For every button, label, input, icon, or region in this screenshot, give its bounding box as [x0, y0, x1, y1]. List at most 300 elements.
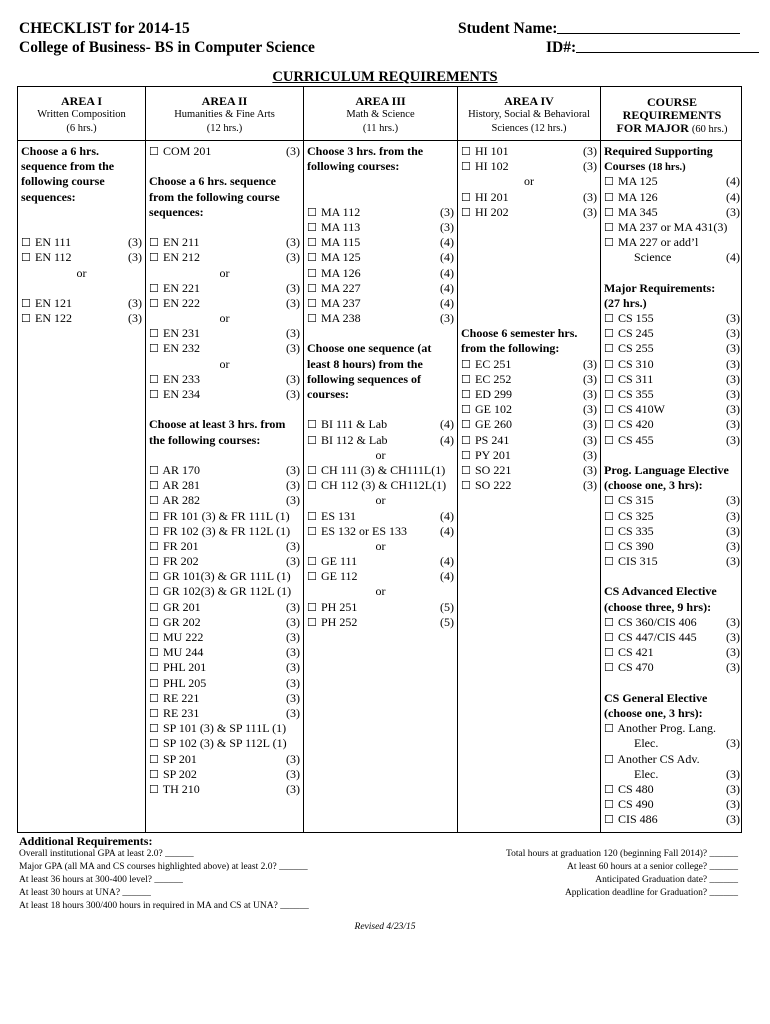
checkbox[interactable]: ☐ — [149, 556, 159, 569]
checkbox[interactable]: ☐ — [307, 206, 317, 219]
course-code: Another Prog. Lang. — [617, 721, 716, 736]
student-info — [458, 19, 759, 57]
area-3-body — [307, 144, 454, 630]
course-hours: (3) — [286, 781, 300, 796]
checkbox[interactable]: ☐ — [604, 525, 614, 538]
course-hours: (3) — [583, 432, 597, 447]
checkbox[interactable]: ☐ — [604, 495, 614, 508]
checkbox[interactable]: ☐ — [149, 783, 159, 796]
course-item — [604, 387, 740, 402]
course-code: AR 170 — [162, 462, 201, 477]
course-hours: (3) — [286, 326, 300, 341]
additional-requirements-right — [506, 848, 738, 900]
area-2-body — [149, 144, 300, 797]
requirement-line: Major GPA (all MA and CS courses highlighted above) at least 2.0? ______ — [19, 862, 308, 872]
area-1-instruction: Choose a 6 hrs. — [21, 144, 100, 158]
spacer — [307, 402, 454, 417]
checkbox[interactable]: ☐ — [604, 373, 614, 386]
checkbox[interactable]: ☐ — [307, 221, 317, 234]
revised-date: Revised 4/23/15 — [354, 922, 416, 932]
spacer — [461, 250, 597, 265]
course-item — [307, 220, 454, 235]
course-code: Elec. — [634, 736, 659, 751]
course-item — [149, 509, 300, 524]
course-hours: (3) — [583, 462, 597, 477]
checkbox[interactable]: ☐ — [21, 237, 31, 250]
course-hours: (4) — [440, 554, 454, 569]
course-hours: (4) — [440, 250, 454, 265]
checkbox[interactable]: ☐ — [604, 647, 614, 660]
course-item — [604, 174, 740, 189]
document-title — [19, 19, 315, 57]
spacer — [149, 448, 300, 463]
area-3-instruction: least 8 hours) from the — [307, 356, 423, 371]
spacer — [149, 220, 300, 235]
course-item — [604, 235, 740, 250]
course-hours: (5) — [440, 599, 454, 614]
course-hours: (3) — [440, 311, 454, 326]
course-code: CS 155 — [618, 311, 654, 326]
course-item — [604, 721, 740, 736]
checkbox[interactable]: ☐ — [149, 252, 159, 265]
course-code: MA 113 — [321, 219, 361, 234]
course-hours: (3) — [286, 478, 300, 493]
course-code: GR 102(3) & GR 112L (1) — [163, 584, 292, 599]
course-code: PHL 205 — [163, 675, 207, 690]
checkbox[interactable]: ☐ — [307, 464, 317, 477]
course-code: GR 202 — [163, 614, 201, 629]
course-item — [461, 417, 597, 432]
course-item — [604, 524, 740, 539]
checkbox[interactable]: ☐ — [307, 237, 317, 250]
course-item — [149, 341, 300, 356]
course-item — [604, 630, 740, 645]
course-item — [604, 341, 740, 356]
course-item — [604, 660, 740, 675]
course-code: BI 112 & Lab — [321, 432, 388, 447]
checkbox[interactable]: ☐ — [461, 358, 471, 371]
checkbox[interactable]: ☐ — [604, 328, 614, 341]
checkbox[interactable]: ☐ — [307, 601, 317, 614]
checkbox[interactable]: ☐ — [604, 389, 614, 401]
checkbox[interactable]: ☐ — [149, 647, 159, 660]
checkbox[interactable]: ☐ — [461, 480, 471, 493]
checkbox[interactable]: ☐ — [604, 632, 614, 644]
checkbox[interactable]: ☐ — [149, 237, 159, 250]
checkbox[interactable]: ☐ — [461, 191, 471, 204]
checkbox[interactable]: ☐ — [307, 434, 317, 447]
course-code: EN 121 — [35, 295, 72, 310]
checkbox[interactable]: ☐ — [604, 176, 614, 189]
course-code: Elec. — [634, 766, 659, 781]
course-hours: (3) — [726, 660, 740, 675]
course-hours: (3) — [286, 614, 300, 629]
course-hours: (4) — [440, 508, 454, 523]
checkbox[interactable]: ☐ — [149, 495, 159, 508]
course-item — [604, 402, 740, 417]
course-code: CS 245 — [618, 326, 654, 341]
course-code: EN 211 — [163, 235, 200, 250]
course-code: CH 111 (3) & CH111L(1) — [321, 462, 446, 477]
or-separator: or — [524, 174, 534, 189]
checkbox[interactable]: ☐ — [307, 282, 317, 295]
checkbox[interactable]: ☐ — [149, 692, 159, 705]
area-3-subtitle: Math & Science — [346, 109, 415, 120]
checkbox[interactable]: ☐ — [604, 191, 614, 204]
course-code: ES 131 — [321, 508, 357, 523]
course-hours: (3) — [726, 341, 740, 356]
course-hours: (3) — [286, 295, 300, 310]
course-hours: (3) — [726, 554, 740, 569]
course-item — [149, 752, 300, 767]
checkbox[interactable]: ☐ — [604, 419, 614, 432]
checkbox[interactable]: ☐ — [149, 632, 159, 644]
course-item — [149, 569, 300, 584]
checkbox[interactable]: ☐ — [307, 419, 317, 432]
gen-elective-sub: (choose one, 3 hrs): — [604, 705, 703, 720]
course-item — [461, 478, 597, 493]
course-code: PH 252 — [321, 614, 358, 629]
spacer — [461, 311, 597, 326]
course-code: AR 282 — [162, 493, 201, 508]
checkbox[interactable]: ☐ — [307, 510, 317, 523]
course-item — [149, 478, 300, 493]
spacer — [604, 266, 740, 281]
course-item — [604, 645, 740, 660]
course-code: GE 112 — [321, 569, 358, 584]
course-item — [604, 205, 740, 220]
area-2-hours: (12 hrs.) — [206, 122, 243, 134]
checkbox[interactable]: ☐ — [149, 586, 159, 599]
checkbox[interactable]: ☐ — [149, 723, 159, 736]
checkbox[interactable]: ☐ — [604, 358, 614, 371]
checkbox[interactable]: ☐ — [461, 404, 471, 417]
course-hours: (4) — [726, 189, 740, 204]
major-requirements-title: Major Requirements: — [604, 280, 716, 295]
checkbox[interactable]: ☐ — [149, 282, 159, 295]
prog-elective-title: Prog. Language Elective — [604, 462, 729, 477]
course-item — [21, 311, 142, 326]
course-item — [307, 509, 454, 524]
checkbox[interactable]: ☐ — [604, 343, 614, 356]
requirement-line: At least 18 hours 300/400 hours in required in MA and CS at UNA? ______ — [19, 901, 309, 911]
checkbox[interactable]: ☐ — [307, 297, 317, 310]
checkbox[interactable]: ☐ — [149, 525, 159, 538]
checkbox[interactable]: ☐ — [604, 662, 614, 675]
course-item — [307, 463, 454, 478]
course-code: CS 447/CIS 445 — [618, 630, 697, 644]
id-field[interactable] — [576, 38, 759, 53]
course-item-continued — [604, 250, 740, 265]
area-3-instruction: Choose one sequence (at — [307, 341, 432, 356]
course-hours: (3) — [286, 766, 300, 781]
checkbox[interactable]: ☐ — [461, 206, 471, 219]
curriculum-table — [17, 86, 742, 833]
course-code: PY 201 — [475, 447, 511, 462]
course-hours: (3) — [286, 630, 300, 644]
or-separator: or — [375, 584, 386, 599]
checkbox[interactable]: ☐ — [307, 616, 317, 629]
checkbox[interactable]: ☐ — [604, 753, 614, 766]
checkbox[interactable]: ☐ — [604, 221, 614, 234]
course-item — [604, 615, 740, 630]
area-4-hours: Sciences (12 hrs.) — [491, 122, 567, 134]
checkbox[interactable]: ☐ — [149, 480, 159, 493]
checkbox[interactable]: ☐ — [149, 373, 159, 386]
checkbox[interactable]: ☐ — [21, 297, 31, 310]
course-hours: (3) — [726, 538, 740, 553]
course-code: RE 221 — [163, 690, 200, 705]
checkbox[interactable]: ☐ — [461, 389, 471, 401]
course-item — [21, 296, 142, 311]
checkbox[interactable]: ☐ — [604, 799, 614, 812]
course-code: EC 251 — [475, 356, 512, 371]
checkbox[interactable]: ☐ — [149, 464, 159, 477]
course-hours: (3) — [726, 326, 740, 341]
course-hours: (3) — [726, 432, 740, 447]
checkbox[interactable]: ☐ — [307, 525, 317, 538]
checkbox[interactable]: ☐ — [604, 616, 614, 629]
course-code: CS 360/CIS 406 — [618, 614, 697, 629]
checkbox[interactable]: ☐ — [461, 419, 471, 432]
curriculum-title: CURRICULUM REQUIREMENTS — [272, 69, 498, 85]
course-code: EC 252 — [475, 371, 512, 386]
checkbox[interactable]: ☐ — [149, 707, 159, 720]
supporting-title-2 — [604, 159, 740, 174]
checkbox[interactable]: ☐ — [149, 738, 159, 751]
checkbox[interactable]: ☐ — [307, 571, 317, 584]
or-separator: or — [76, 265, 87, 280]
area-3-title: AREA III — [355, 94, 406, 108]
area-3-header — [304, 95, 457, 135]
course-item — [149, 645, 300, 660]
checkbox[interactable]: ☐ — [149, 146, 159, 158]
course-code: MA 237 or MA 431(3) — [618, 219, 728, 234]
additional-requirements — [19, 834, 309, 913]
course-item — [149, 691, 300, 706]
checkbox[interactable]: ☐ — [461, 146, 471, 158]
course-code: CS 325 — [618, 508, 654, 523]
course-code: MA 112 — [321, 204, 361, 219]
checkbox[interactable]: ☐ — [604, 404, 614, 417]
checkbox[interactable]: ☐ — [461, 161, 471, 174]
area-3-instruction: courses: — [307, 387, 349, 401]
course-code: SO 222 — [475, 478, 512, 493]
checkbox[interactable]: ☐ — [307, 480, 317, 493]
course-item-continued — [604, 736, 740, 751]
course-item — [461, 144, 597, 159]
course-item — [149, 767, 300, 782]
additional-title: Additional Requirements: — [19, 834, 153, 848]
course-code: CS 315 — [618, 493, 654, 508]
course-item — [21, 235, 142, 250]
course-item — [149, 554, 300, 569]
course-hours: (3) — [726, 356, 740, 371]
course-item — [461, 448, 597, 463]
course-code: SP 201 — [163, 751, 197, 766]
checkbox[interactable]: ☐ — [604, 783, 614, 796]
prog-elective-sub: (choose one, 3 hrs): — [604, 478, 703, 493]
course-hours: (3) — [440, 219, 454, 234]
checkbox[interactable]: ☐ — [461, 464, 471, 477]
course-hours: (4) — [440, 569, 454, 584]
requirement-line: Overall institutional GPA at least 2.0? ______ — [19, 849, 194, 859]
course-item — [307, 554, 454, 569]
checkbox[interactable]: ☐ — [149, 343, 159, 356]
area-3-column — [304, 87, 458, 832]
course-hours: (3) — [583, 402, 597, 417]
course-hours: (3) — [726, 417, 740, 432]
checkbox[interactable]: ☐ — [149, 768, 159, 781]
course-item — [149, 493, 300, 508]
course-item — [604, 433, 740, 448]
checkbox[interactable]: ☐ — [21, 313, 31, 326]
course-code: MA 227 or add’l — [618, 235, 699, 250]
checkbox[interactable]: ☐ — [149, 328, 159, 341]
requirement-line: Application deadline for Graduation? ______ — [564, 888, 738, 898]
checkbox[interactable]: ☐ — [149, 389, 159, 401]
course-hours: (3) — [286, 645, 300, 660]
checkbox[interactable]: ☐ — [149, 571, 159, 584]
checkbox[interactable]: ☐ — [604, 434, 614, 447]
course-item — [461, 159, 597, 174]
course-hours: (3) — [583, 189, 597, 204]
area-4-header — [458, 95, 600, 135]
course-hours: (3) — [726, 402, 740, 417]
course-item — [604, 554, 740, 569]
checkbox[interactable]: ☐ — [149, 662, 159, 675]
checkbox[interactable]: ☐ — [307, 313, 317, 326]
or-separator: or — [219, 311, 230, 326]
area-2-subtitle: Humanities & Fine Arts — [174, 109, 275, 120]
area-4-instruction: from the following: — [461, 341, 560, 356]
course-code: EN 234 — [163, 387, 200, 401]
checkbox[interactable]: ☐ — [149, 616, 159, 629]
checkbox[interactable]: ☐ — [149, 677, 159, 690]
course-item — [307, 433, 454, 448]
course-hours: (3) — [583, 159, 597, 174]
course-code: EN 221 — [163, 280, 200, 295]
course-hours: (4) — [440, 265, 454, 280]
course-hours: (3) — [726, 204, 740, 219]
course-hours: (3) — [286, 675, 300, 690]
course-code: MA 126 — [618, 189, 658, 204]
course-code: CS 390 — [618, 538, 654, 553]
area-1-title: AREA I — [60, 94, 102, 108]
course-item — [307, 281, 454, 296]
course-item — [149, 387, 300, 402]
course-item — [604, 782, 740, 797]
course-hours: (3) — [286, 341, 300, 356]
checkbox[interactable]: ☐ — [604, 510, 614, 523]
course-item — [461, 402, 597, 417]
course-code: MU 244 — [163, 645, 204, 660]
course-hours: (3) — [726, 508, 740, 523]
course-code: CH 112 (3) & CH112L(1) — [321, 478, 447, 493]
course-code: PHL 201 — [163, 660, 207, 675]
checkbox[interactable]: ☐ — [604, 540, 614, 553]
course-item — [149, 615, 300, 630]
course-item — [307, 569, 454, 584]
course-code: GE 260 — [475, 417, 512, 432]
checkbox[interactable]: ☐ — [149, 753, 159, 766]
student-name-field[interactable] — [557, 19, 740, 34]
checkbox[interactable]: ☐ — [604, 556, 614, 569]
course-item — [307, 250, 454, 265]
checkbox[interactable]: ☐ — [604, 206, 614, 219]
checkbox[interactable]: ☐ — [307, 252, 317, 265]
course-item — [149, 524, 300, 539]
course-item — [604, 311, 740, 326]
checkbox[interactable]: ☐ — [461, 434, 471, 447]
checkbox[interactable]: ☐ — [604, 313, 614, 326]
course-item — [149, 539, 300, 554]
course-hours: (3) — [286, 462, 300, 477]
checkbox[interactable]: ☐ — [149, 297, 159, 310]
course-item — [149, 235, 300, 250]
course-code: SP 102 (3) & SP 112L (1) — [163, 736, 287, 751]
major-hours: (60 hrs.) — [691, 124, 728, 135]
adv-elective-title: CS Advanced Elective — [604, 584, 717, 599]
course-code: MA 345 — [618, 204, 658, 219]
course-code: EN 111 — [35, 235, 72, 250]
course-code: CS 455 — [618, 432, 654, 447]
course-item — [604, 493, 740, 508]
course-item — [307, 296, 454, 311]
checkbox[interactable]: ☐ — [461, 373, 471, 386]
checkbox[interactable]: ☐ — [307, 556, 317, 569]
course-hours: (3) — [726, 493, 740, 508]
course-code: CS 335 — [618, 523, 654, 538]
course-code: CS 470 — [618, 660, 654, 675]
course-hours: (4) — [440, 523, 454, 538]
course-code: PS 241 — [475, 432, 510, 447]
checkbox[interactable]: ☐ — [149, 601, 159, 614]
course-hours: (3) — [286, 235, 300, 250]
course-code: SP 101 (3) & SP 111L (1) — [163, 721, 287, 736]
course-item — [21, 250, 142, 265]
course-hours: (3) — [583, 371, 597, 386]
course-item — [604, 797, 740, 812]
course-code: FR 102 (3) & FR 112L (1) — [163, 523, 291, 538]
spacer — [461, 220, 597, 235]
checkbox[interactable]: ☐ — [604, 814, 614, 827]
checkbox[interactable]: ☐ — [307, 267, 317, 280]
checkbox[interactable]: ☐ — [149, 510, 159, 523]
checkbox[interactable]: ☐ — [21, 252, 31, 265]
course-hours: (5) — [440, 614, 454, 629]
course-code: SO 221 — [475, 462, 512, 477]
course-hours: (3) — [440, 204, 454, 219]
course-item — [604, 372, 740, 387]
spacer — [307, 326, 454, 341]
area-2-header — [146, 95, 303, 135]
course-item — [461, 357, 597, 372]
checkbox[interactable]: ☐ — [461, 449, 471, 462]
checkbox[interactable]: ☐ — [604, 723, 614, 736]
checkbox[interactable]: ☐ — [604, 237, 614, 250]
course-hours: (3) — [583, 204, 597, 219]
course-code: EN 231 — [163, 326, 200, 341]
area-2-instruction: the following courses: — [149, 432, 261, 447]
course-hours: (4) — [440, 280, 454, 295]
checkbox[interactable]: ☐ — [149, 540, 159, 553]
course-item — [149, 630, 300, 645]
course-item — [149, 706, 300, 721]
course-item — [149, 600, 300, 615]
course-code: ES 132 or ES 133 — [321, 523, 408, 538]
spacer — [307, 174, 454, 189]
